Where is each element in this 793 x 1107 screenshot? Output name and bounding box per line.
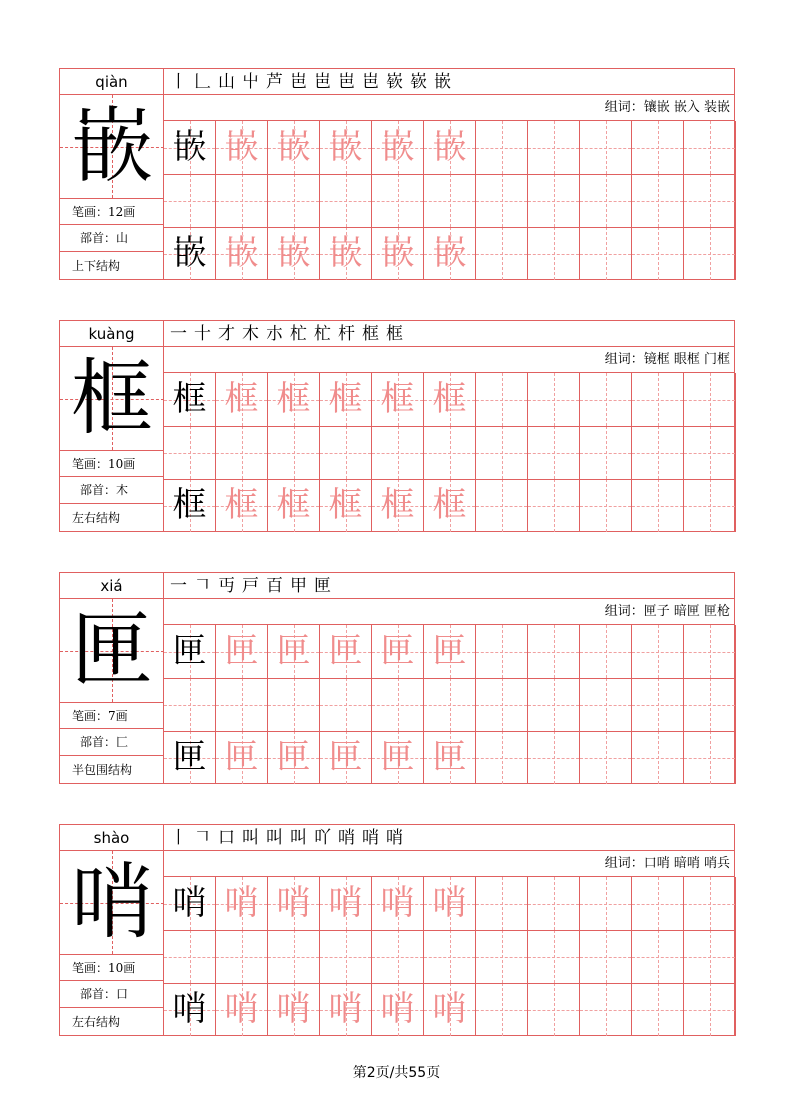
trace-character: 哨 xyxy=(432,989,467,1029)
grid-cell xyxy=(476,373,528,426)
page-footer: 第2页/共55页 xyxy=(352,1065,441,1081)
grid-cell xyxy=(424,877,476,930)
stroke-step: 丨 xyxy=(170,72,190,92)
trace-character: 框 xyxy=(276,485,311,525)
trace-character: 框 xyxy=(328,379,363,419)
grid-cell xyxy=(216,877,268,930)
grid-cell xyxy=(268,373,320,426)
stroke-step: 岜 xyxy=(290,72,310,92)
grid-cell xyxy=(164,373,216,426)
pinyin: xiá xyxy=(60,573,163,599)
trace-character: 哨 xyxy=(224,883,259,923)
grid-cell xyxy=(424,930,476,983)
grid-cell xyxy=(476,479,528,532)
stroke-step: 杆 xyxy=(338,324,358,344)
grid-cell xyxy=(528,426,580,479)
stroke-order xyxy=(164,69,734,95)
structure: 左右结构 xyxy=(72,1015,121,1029)
stroke-count: 笔画：10画 xyxy=(60,451,163,477)
grid-cell xyxy=(320,426,372,479)
grid-cell xyxy=(268,678,320,731)
grid-cell xyxy=(476,121,528,174)
grid-cell xyxy=(164,930,216,983)
grid-cell xyxy=(684,877,736,930)
stroke-count: 笔画：10画 xyxy=(60,955,163,981)
grid-row xyxy=(164,174,736,227)
trace-character: 嵌 xyxy=(276,233,311,273)
stroke-step: 哨 xyxy=(338,828,358,848)
model-character: 嵌 xyxy=(70,99,153,194)
stroke-step: 𠃍 xyxy=(194,828,214,848)
trace-character: 哨 xyxy=(276,989,311,1029)
practice-character: 框 xyxy=(172,485,207,525)
grid-cell xyxy=(268,983,320,1036)
practice-character: 匣 xyxy=(172,631,207,671)
pinyin: kuàng xyxy=(60,321,163,347)
model-character: 匣 xyxy=(70,603,153,698)
trace-character: 嵌 xyxy=(276,127,311,167)
trace-character: 嵌 xyxy=(224,233,259,273)
grid-cell xyxy=(476,877,528,930)
stroke-order xyxy=(164,573,734,599)
grid-cell xyxy=(372,426,424,479)
grid-cell xyxy=(580,227,632,280)
stroke-step: 芦 xyxy=(266,72,286,92)
grid-cell xyxy=(580,930,632,983)
grid-cell xyxy=(320,731,372,784)
grid-cell xyxy=(424,373,476,426)
stroke-step: 杧 xyxy=(314,324,334,344)
grid-row xyxy=(164,121,736,174)
grid-cell xyxy=(580,983,632,1036)
grid-cell xyxy=(632,678,684,731)
stroke-step: 十 xyxy=(194,324,214,344)
trace-character: 嵌 xyxy=(380,127,415,167)
trace-character: 框 xyxy=(432,379,467,419)
grid-cell xyxy=(632,625,684,678)
stroke-step: 朩 xyxy=(266,324,286,344)
grid-cell xyxy=(528,174,580,227)
grid-cell xyxy=(164,731,216,784)
grid-cell xyxy=(684,678,736,731)
grid-cell xyxy=(164,121,216,174)
trace-character: 匣 xyxy=(328,737,363,777)
grid-cell xyxy=(476,731,528,784)
grid-cell xyxy=(424,227,476,280)
trace-character: 哨 xyxy=(380,989,415,1029)
trace-character: 哨 xyxy=(328,989,363,1029)
stroke-step: 叫 xyxy=(290,828,310,848)
grid-cell xyxy=(216,174,268,227)
grid-cell xyxy=(320,373,372,426)
grid-cell xyxy=(164,678,216,731)
stroke-order xyxy=(164,321,734,347)
grid-row xyxy=(164,930,736,983)
stroke-step: 岜 xyxy=(338,72,358,92)
stroke-step: 嵚 xyxy=(410,72,430,92)
word-examples: 组词：镜框 眼框 门框 xyxy=(164,347,734,373)
word-examples: 组词：口哨 暗哨 哨兵 xyxy=(164,851,734,877)
grid-cell xyxy=(216,121,268,174)
grid-cell xyxy=(528,678,580,731)
grid-cell xyxy=(268,426,320,479)
stroke-step: 百 xyxy=(266,576,286,596)
grid-cell xyxy=(580,625,632,678)
grid-cell xyxy=(216,983,268,1036)
grid-cell xyxy=(372,227,424,280)
grid-cell xyxy=(372,174,424,227)
stroke-step: 框 xyxy=(362,324,382,344)
trace-character: 哨 xyxy=(276,883,311,923)
grid-cell xyxy=(684,174,736,227)
grid-cell xyxy=(424,983,476,1036)
grid-cell xyxy=(216,930,268,983)
grid-cell xyxy=(476,227,528,280)
stroke-step: 丏 xyxy=(218,576,238,596)
practice-character: 嵌 xyxy=(172,233,207,273)
grid-cell xyxy=(528,373,580,426)
practice-character: 哨 xyxy=(172,989,207,1029)
structure: 上下结构 xyxy=(72,259,121,273)
grid-cell xyxy=(372,877,424,930)
trace-character: 框 xyxy=(276,379,311,419)
stroke-step: 屮 xyxy=(242,72,262,92)
grid-cell xyxy=(216,731,268,784)
grid-cell xyxy=(216,426,268,479)
character-card xyxy=(59,824,735,1036)
grid-cell xyxy=(164,174,216,227)
character-card xyxy=(59,68,735,280)
grid-cell xyxy=(476,174,528,227)
trace-character: 哨 xyxy=(328,883,363,923)
grid-cell xyxy=(684,426,736,479)
grid-cell xyxy=(164,983,216,1036)
model-character: 框 xyxy=(70,351,153,446)
grid-cell xyxy=(632,930,684,983)
stroke-step: 匣 xyxy=(314,576,334,596)
trace-character: 嵌 xyxy=(328,127,363,167)
grid-row xyxy=(164,426,736,479)
grid-cell xyxy=(268,731,320,784)
character-info-panel xyxy=(60,321,164,531)
trace-character: 框 xyxy=(380,379,415,419)
trace-character: 匣 xyxy=(276,737,311,777)
stroke-order xyxy=(164,825,734,851)
model-character-box xyxy=(60,851,164,955)
grid-row xyxy=(164,678,736,731)
grid-cell xyxy=(372,983,424,1036)
grid-cell xyxy=(684,121,736,174)
character-card xyxy=(59,320,735,532)
grid-cell xyxy=(216,625,268,678)
grid-cell xyxy=(424,121,476,174)
trace-character: 匣 xyxy=(380,737,415,777)
grid-cell xyxy=(320,121,372,174)
grid-cell xyxy=(476,426,528,479)
grid-cell xyxy=(632,877,684,930)
radical: 部首：山 xyxy=(60,225,163,252)
pinyin: shào xyxy=(60,825,163,851)
grid-cell xyxy=(528,625,580,678)
grid-cell xyxy=(632,479,684,532)
grid-cell xyxy=(372,625,424,678)
stroke-step: 嵌 xyxy=(434,72,454,92)
stroke-count: 笔画：12画 xyxy=(60,199,163,225)
stroke-step: 甲 xyxy=(290,576,310,596)
stroke-step: 𠃊 xyxy=(194,72,214,92)
trace-character: 匣 xyxy=(432,631,467,671)
grid-cell xyxy=(424,678,476,731)
grid-cell xyxy=(528,983,580,1036)
stroke-step: 一 xyxy=(170,576,190,596)
grid-row xyxy=(164,625,736,678)
character-info-panel xyxy=(60,69,164,279)
grid-cell xyxy=(320,877,372,930)
grid-cell xyxy=(632,426,684,479)
pinyin: qiàn xyxy=(60,69,163,95)
trace-character: 匣 xyxy=(276,631,311,671)
character-info-panel xyxy=(60,825,164,1035)
grid-cell xyxy=(580,426,632,479)
grid-row xyxy=(164,731,736,784)
grid-cell xyxy=(684,625,736,678)
trace-character: 哨 xyxy=(432,883,467,923)
grid-row xyxy=(164,227,736,280)
stroke-step: 叫 xyxy=(242,828,262,848)
trace-character: 嵌 xyxy=(432,127,467,167)
grid-cell xyxy=(320,678,372,731)
trace-character: 嵌 xyxy=(224,127,259,167)
trace-character: 匣 xyxy=(432,737,467,777)
grid-cell xyxy=(632,731,684,784)
stroke-step: 才 xyxy=(218,324,238,344)
practice-character: 嵌 xyxy=(172,127,207,167)
stroke-step: 木 xyxy=(242,324,262,344)
grid-cell xyxy=(320,227,372,280)
model-character: 哨 xyxy=(70,855,153,950)
grid-cell xyxy=(476,983,528,1036)
stroke-step: 口 xyxy=(218,828,238,848)
grid-cell xyxy=(528,121,580,174)
word-examples: 组词：匣子 暗匣 匣枪 xyxy=(164,599,734,625)
grid-cell xyxy=(268,625,320,678)
grid-cell xyxy=(268,227,320,280)
trace-character: 框 xyxy=(380,485,415,525)
stroke-step: 框 xyxy=(386,324,406,344)
trace-character: 嵌 xyxy=(380,233,415,273)
grid-cell xyxy=(684,983,736,1036)
structure: 半包围结构 xyxy=(72,763,133,777)
grid-cell xyxy=(424,731,476,784)
stroke-step: 吖 xyxy=(314,828,334,848)
model-character-box xyxy=(60,599,164,703)
grid-cell xyxy=(528,877,580,930)
grid-cell xyxy=(580,373,632,426)
grid-cell xyxy=(268,121,320,174)
stroke-step: 一 xyxy=(170,324,190,344)
practice-character: 匣 xyxy=(172,737,207,777)
grid-cell xyxy=(268,930,320,983)
stroke-step: 岜 xyxy=(314,72,334,92)
stroke-step: 嵚 xyxy=(386,72,406,92)
grid-cell xyxy=(372,121,424,174)
grid-cell xyxy=(528,479,580,532)
grid-cell xyxy=(216,373,268,426)
grid-cell xyxy=(372,678,424,731)
grid-cell xyxy=(164,479,216,532)
grid-cell xyxy=(424,479,476,532)
grid-cell xyxy=(476,625,528,678)
practice-character: 框 xyxy=(172,379,207,419)
practice-grid xyxy=(164,877,734,1035)
grid-cell xyxy=(476,678,528,731)
grid-cell xyxy=(424,174,476,227)
word-examples: 组词：镶嵌 嵌入 装嵌 xyxy=(164,95,734,121)
grid-cell xyxy=(320,625,372,678)
grid-cell xyxy=(580,479,632,532)
grid-cell xyxy=(372,731,424,784)
trace-character: 哨 xyxy=(380,883,415,923)
grid-row xyxy=(164,373,736,426)
grid-cell xyxy=(320,174,372,227)
stroke-step: 杧 xyxy=(290,324,310,344)
grid-row xyxy=(164,877,736,930)
grid-cell xyxy=(632,121,684,174)
grid-cell xyxy=(684,731,736,784)
grid-cell xyxy=(320,479,372,532)
grid-cell xyxy=(216,479,268,532)
trace-character: 嵌 xyxy=(328,233,363,273)
grid-row xyxy=(164,479,736,532)
character-card xyxy=(59,572,735,784)
grid-cell xyxy=(684,479,736,532)
stroke-step: 山 xyxy=(218,72,238,92)
grid-cell xyxy=(580,731,632,784)
trace-character: 匣 xyxy=(328,631,363,671)
grid-cell xyxy=(320,983,372,1036)
grid-cell xyxy=(216,678,268,731)
grid-cell xyxy=(216,227,268,280)
grid-cell xyxy=(476,930,528,983)
grid-cell xyxy=(424,426,476,479)
grid-cell xyxy=(580,877,632,930)
stroke-step: 哨 xyxy=(386,828,406,848)
stroke-step: 岜 xyxy=(362,72,382,92)
grid-cell xyxy=(268,174,320,227)
grid-cell xyxy=(164,877,216,930)
trace-character: 嵌 xyxy=(432,233,467,273)
practice-character: 哨 xyxy=(172,883,207,923)
trace-character: 匣 xyxy=(224,631,259,671)
radical: 部首：口 xyxy=(60,981,163,1008)
grid-cell xyxy=(684,930,736,983)
trace-character: 匣 xyxy=(224,737,259,777)
radical: 部首：匚 xyxy=(60,729,163,756)
grid-cell xyxy=(372,479,424,532)
grid-cell xyxy=(528,930,580,983)
stroke-count: 笔画：7画 xyxy=(60,703,163,729)
grid-row xyxy=(164,983,736,1036)
grid-cell xyxy=(632,227,684,280)
stroke-step: 戸 xyxy=(242,576,262,596)
practice-grid xyxy=(164,373,734,531)
grid-cell xyxy=(580,174,632,227)
character-info-panel xyxy=(60,573,164,783)
trace-character: 匣 xyxy=(380,631,415,671)
grid-cell xyxy=(580,678,632,731)
grid-cell xyxy=(528,227,580,280)
practice-grid xyxy=(164,625,734,783)
grid-cell xyxy=(632,983,684,1036)
grid-cell xyxy=(580,121,632,174)
grid-cell xyxy=(268,877,320,930)
grid-cell xyxy=(372,930,424,983)
stroke-step: 叫 xyxy=(266,828,286,848)
trace-character: 框 xyxy=(224,485,259,525)
trace-character: 哨 xyxy=(224,989,259,1029)
grid-cell xyxy=(632,174,684,227)
trace-character: 框 xyxy=(328,485,363,525)
grid-cell xyxy=(684,373,736,426)
grid-cell xyxy=(164,227,216,280)
grid-cell xyxy=(372,373,424,426)
grid-cell xyxy=(320,930,372,983)
stroke-step: 哨 xyxy=(362,828,382,848)
structure: 左右结构 xyxy=(72,511,121,525)
grid-cell xyxy=(164,426,216,479)
grid-cell xyxy=(684,227,736,280)
grid-cell xyxy=(268,479,320,532)
grid-cell xyxy=(528,731,580,784)
trace-character: 框 xyxy=(432,485,467,525)
grid-cell xyxy=(164,625,216,678)
grid-cell xyxy=(632,373,684,426)
radical: 部首：木 xyxy=(60,477,163,504)
practice-grid xyxy=(164,121,734,279)
grid-cell xyxy=(424,625,476,678)
model-character-box xyxy=(60,347,164,451)
stroke-step: 丨 xyxy=(170,828,190,848)
model-character-box xyxy=(60,95,164,199)
trace-character: 框 xyxy=(224,379,259,419)
stroke-step: 𠃍 xyxy=(194,576,214,596)
